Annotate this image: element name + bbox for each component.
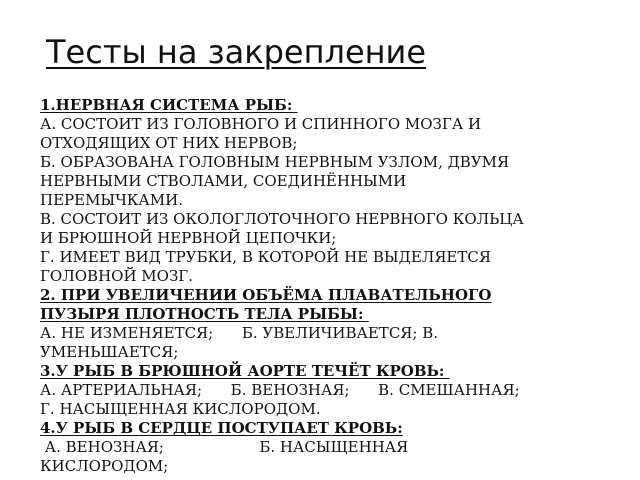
slide-title: Тесты на закрепление bbox=[46, 33, 427, 71]
test-questions bbox=[40, 96, 570, 476]
question-2-text: ПУЗЫРЯ ПЛОТНОСТЬ ТЕЛА РЫБЫ: bbox=[40, 305, 369, 323]
question-2-answer-line: УМЕНЬШАЕТСЯ; bbox=[40, 343, 179, 361]
question-1-answer-line: ОТХОДЯЩИХ ОТ НИХ НЕРВОВ; bbox=[40, 134, 298, 152]
question-3 bbox=[40, 362, 570, 419]
question-3-answer-line: А. АРТЕРИАЛЬНАЯ; Б. ВЕНОЗНАЯ; В. СМЕШАННАЯ; bbox=[40, 381, 520, 399]
question-1-text: 1.НЕРВНАЯ СИСТЕМА РЫБ: bbox=[40, 96, 298, 114]
question-1-answer-line: Б. ОБРАЗОВАНА ГОЛОВНЫМ НЕРВНЫМ УЗЛОМ, ДВУМЯ bbox=[40, 153, 510, 171]
question-4-text: 4.У РЫБ В СЕРДЦЕ ПОСТУПАЕТ КРОВЬ: bbox=[40, 419, 403, 437]
question-1-answer-line: ГОЛОВНОЙ МОЗГ. bbox=[40, 267, 193, 285]
question-1-answer-line: А. СОСТОИТ ИЗ ГОЛОВНОГО И СПИННОГО МОЗГА И bbox=[40, 115, 482, 133]
question-4-answer-line: А. ВЕНОЗНАЯ; Б. НАСЫЩЕННАЯ bbox=[40, 438, 409, 456]
question-1-answer-line: ПЕРЕМЫЧКАМИ. bbox=[40, 191, 183, 209]
question-1 bbox=[40, 96, 570, 286]
question-2-answer-line: А. НЕ ИЗМЕНЯЕТСЯ; Б. УВЕЛИЧИВАЕТСЯ; В. bbox=[40, 324, 439, 342]
question-1-answer-line: В. СОСТОИТ ИЗ ОКОЛОГЛОТОЧНОГО НЕРВНОГО КОЛЬЦА bbox=[40, 210, 524, 228]
question-3-answer-line: Г. НАСЫЩЕННАЯ КИСЛОРОДОМ. bbox=[40, 400, 321, 418]
question-4-answer-line: КИСЛОРОДОМ; bbox=[40, 457, 169, 475]
question-1-answer-line: И БРЮШНОЙ НЕРВНОЙ ЦЕПОЧКИ; bbox=[40, 229, 337, 247]
question-2-text: 2. ПРИ УВЕЛИЧЕНИИ ОБЪЁМА ПЛАВАТЕЛЬНОГО bbox=[40, 286, 492, 304]
question-2 bbox=[40, 286, 570, 362]
question-4 bbox=[40, 419, 570, 476]
question-1-answer-line: Г. ИМЕЕТ ВИД ТРУБКИ, В КОТОРОЙ НЕ ВЫДЕЛЯЕТСЯ bbox=[40, 248, 491, 266]
question-3-text: 3.У РЫБ В БРЮШНОЙ АОРТЕ ТЕЧЁТ КРОВЬ: bbox=[40, 362, 450, 380]
question-1-answer-line: НЕРВНЫМИ СТВОЛАМИ, СОЕДИНЁННЫМИ bbox=[40, 172, 407, 190]
